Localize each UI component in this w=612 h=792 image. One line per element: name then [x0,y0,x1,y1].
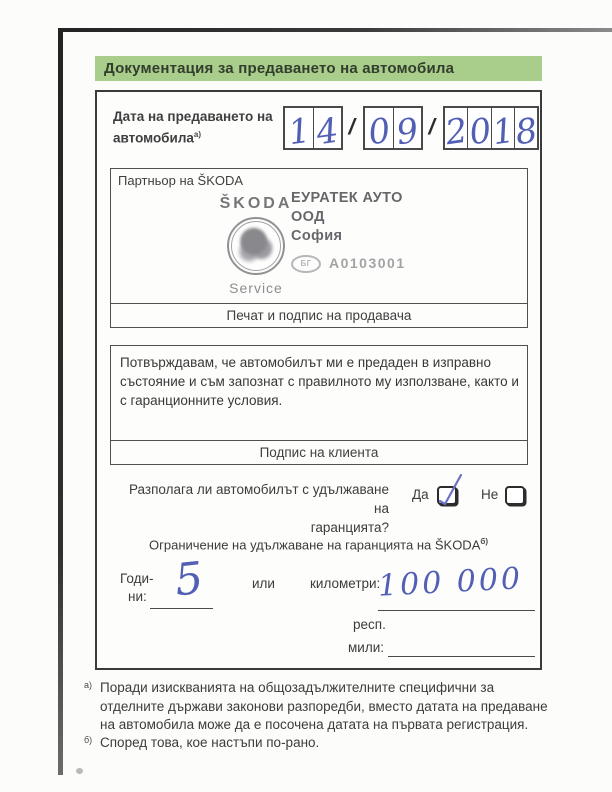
no-checkbox [505,486,525,505]
date-separator: / [426,114,438,139]
section-header-title: Документация за предаването на автомобила [104,60,455,77]
section-header [95,56,542,81]
stamp-brand-text: ŠKODA [219,195,293,212]
limitation-title: Ограничение на удължаване на гаранцията на ŠKODA$^{б)}$ [149,537,488,553]
confirmation-text: Потвърждавам, че автомобилът ми е предаден в изправно състояние и съм запознат с правилното му използване, както и с гаранционните условия. [120,355,519,408]
partner-box-label: Партньор на ŠKODA [118,173,244,188]
stamp-company-block [291,189,511,273]
date-digit-cell [466,108,494,154]
years-label: Годи- [120,571,154,586]
stamp-company-name: ЕУРАТЕК АУТО [291,190,403,206]
yes-label: Да [412,487,429,502]
form-box [95,90,542,670]
footnote-b-marker: б) [84,735,93,745]
footnote-ref-b: б) [480,537,488,546]
no-label: Не [481,487,499,502]
date-month-box [363,106,423,154]
yes-checkbox [437,486,457,505]
kilometers-handwritten-value: 100 000 [377,561,524,604]
date-digit-cell [489,108,517,154]
partner-stamp-box [110,168,528,328]
footnote-ref-a: а) [193,129,202,139]
handwritten-digit: 0 [365,110,393,154]
miles-label: мили: [348,640,384,655]
handwritten-checkmark [436,471,466,507]
stamp-reg-code: А0103001 [329,255,406,271]
skoda-emblem-icon [227,217,285,275]
handwritten-digit: 4 [314,110,342,154]
scan-artifact-dot [76,768,83,774]
or-label: или [252,576,275,591]
date-day-box [283,106,343,154]
date-separator: / [346,114,358,139]
confirmation-box [110,345,528,465]
handwritten-digit: 0 [466,110,494,154]
handwritten-digit: 1 [489,110,517,154]
date-label: Дата на предаването на автомобила$^{а)}$ [113,109,273,145]
date-digit-cell [285,108,314,154]
country-oval-badge: БГ [291,255,321,273]
stamp-service-text: Service [229,280,283,296]
date-digit-cell [512,108,540,154]
stamp-company-form: ООД [291,209,325,225]
years-label-2: ни: [128,589,147,604]
kilometers-label: километри: [310,576,381,591]
handwritten-digit: 9 [394,110,422,154]
handwritten-digit: 8 [512,110,540,154]
resp-label: респ. [353,617,386,632]
warranty-question: Разполага ли автомобилът с удължаване на гаранцията? [128,482,389,535]
footnote-a-text: Поради изискванията на общозадължителните специфични за отделните държави законови разпоредби, вместо датата на предаване на автомобила може да е посочена датата на първата регистрация. [100,680,548,732]
date-digit-cell [365,108,394,154]
date-digit-cell [314,108,342,154]
customer-signature-caption: Подпис на клиента [111,440,527,464]
handwritten-digit: 1 [285,110,313,154]
page-edge-top [58,28,612,32]
miles-field-line [388,640,535,657]
page-edge-left [58,28,63,775]
handwritten-digit: 2 [443,110,471,154]
footnote-b-text: Според това, кое настъпи по-рано. [100,735,320,750]
date-year-box [443,106,540,154]
footnote-a-marker: а) [84,680,93,690]
date-digit-cell [443,108,471,154]
stamp-reg-row [291,254,511,273]
stamp-company-city: София [291,228,343,244]
years-handwritten-value: 5 [172,552,206,607]
seller-signature-caption: Печат и подпис на продавача [111,303,527,327]
date-digit-cell [394,108,422,154]
